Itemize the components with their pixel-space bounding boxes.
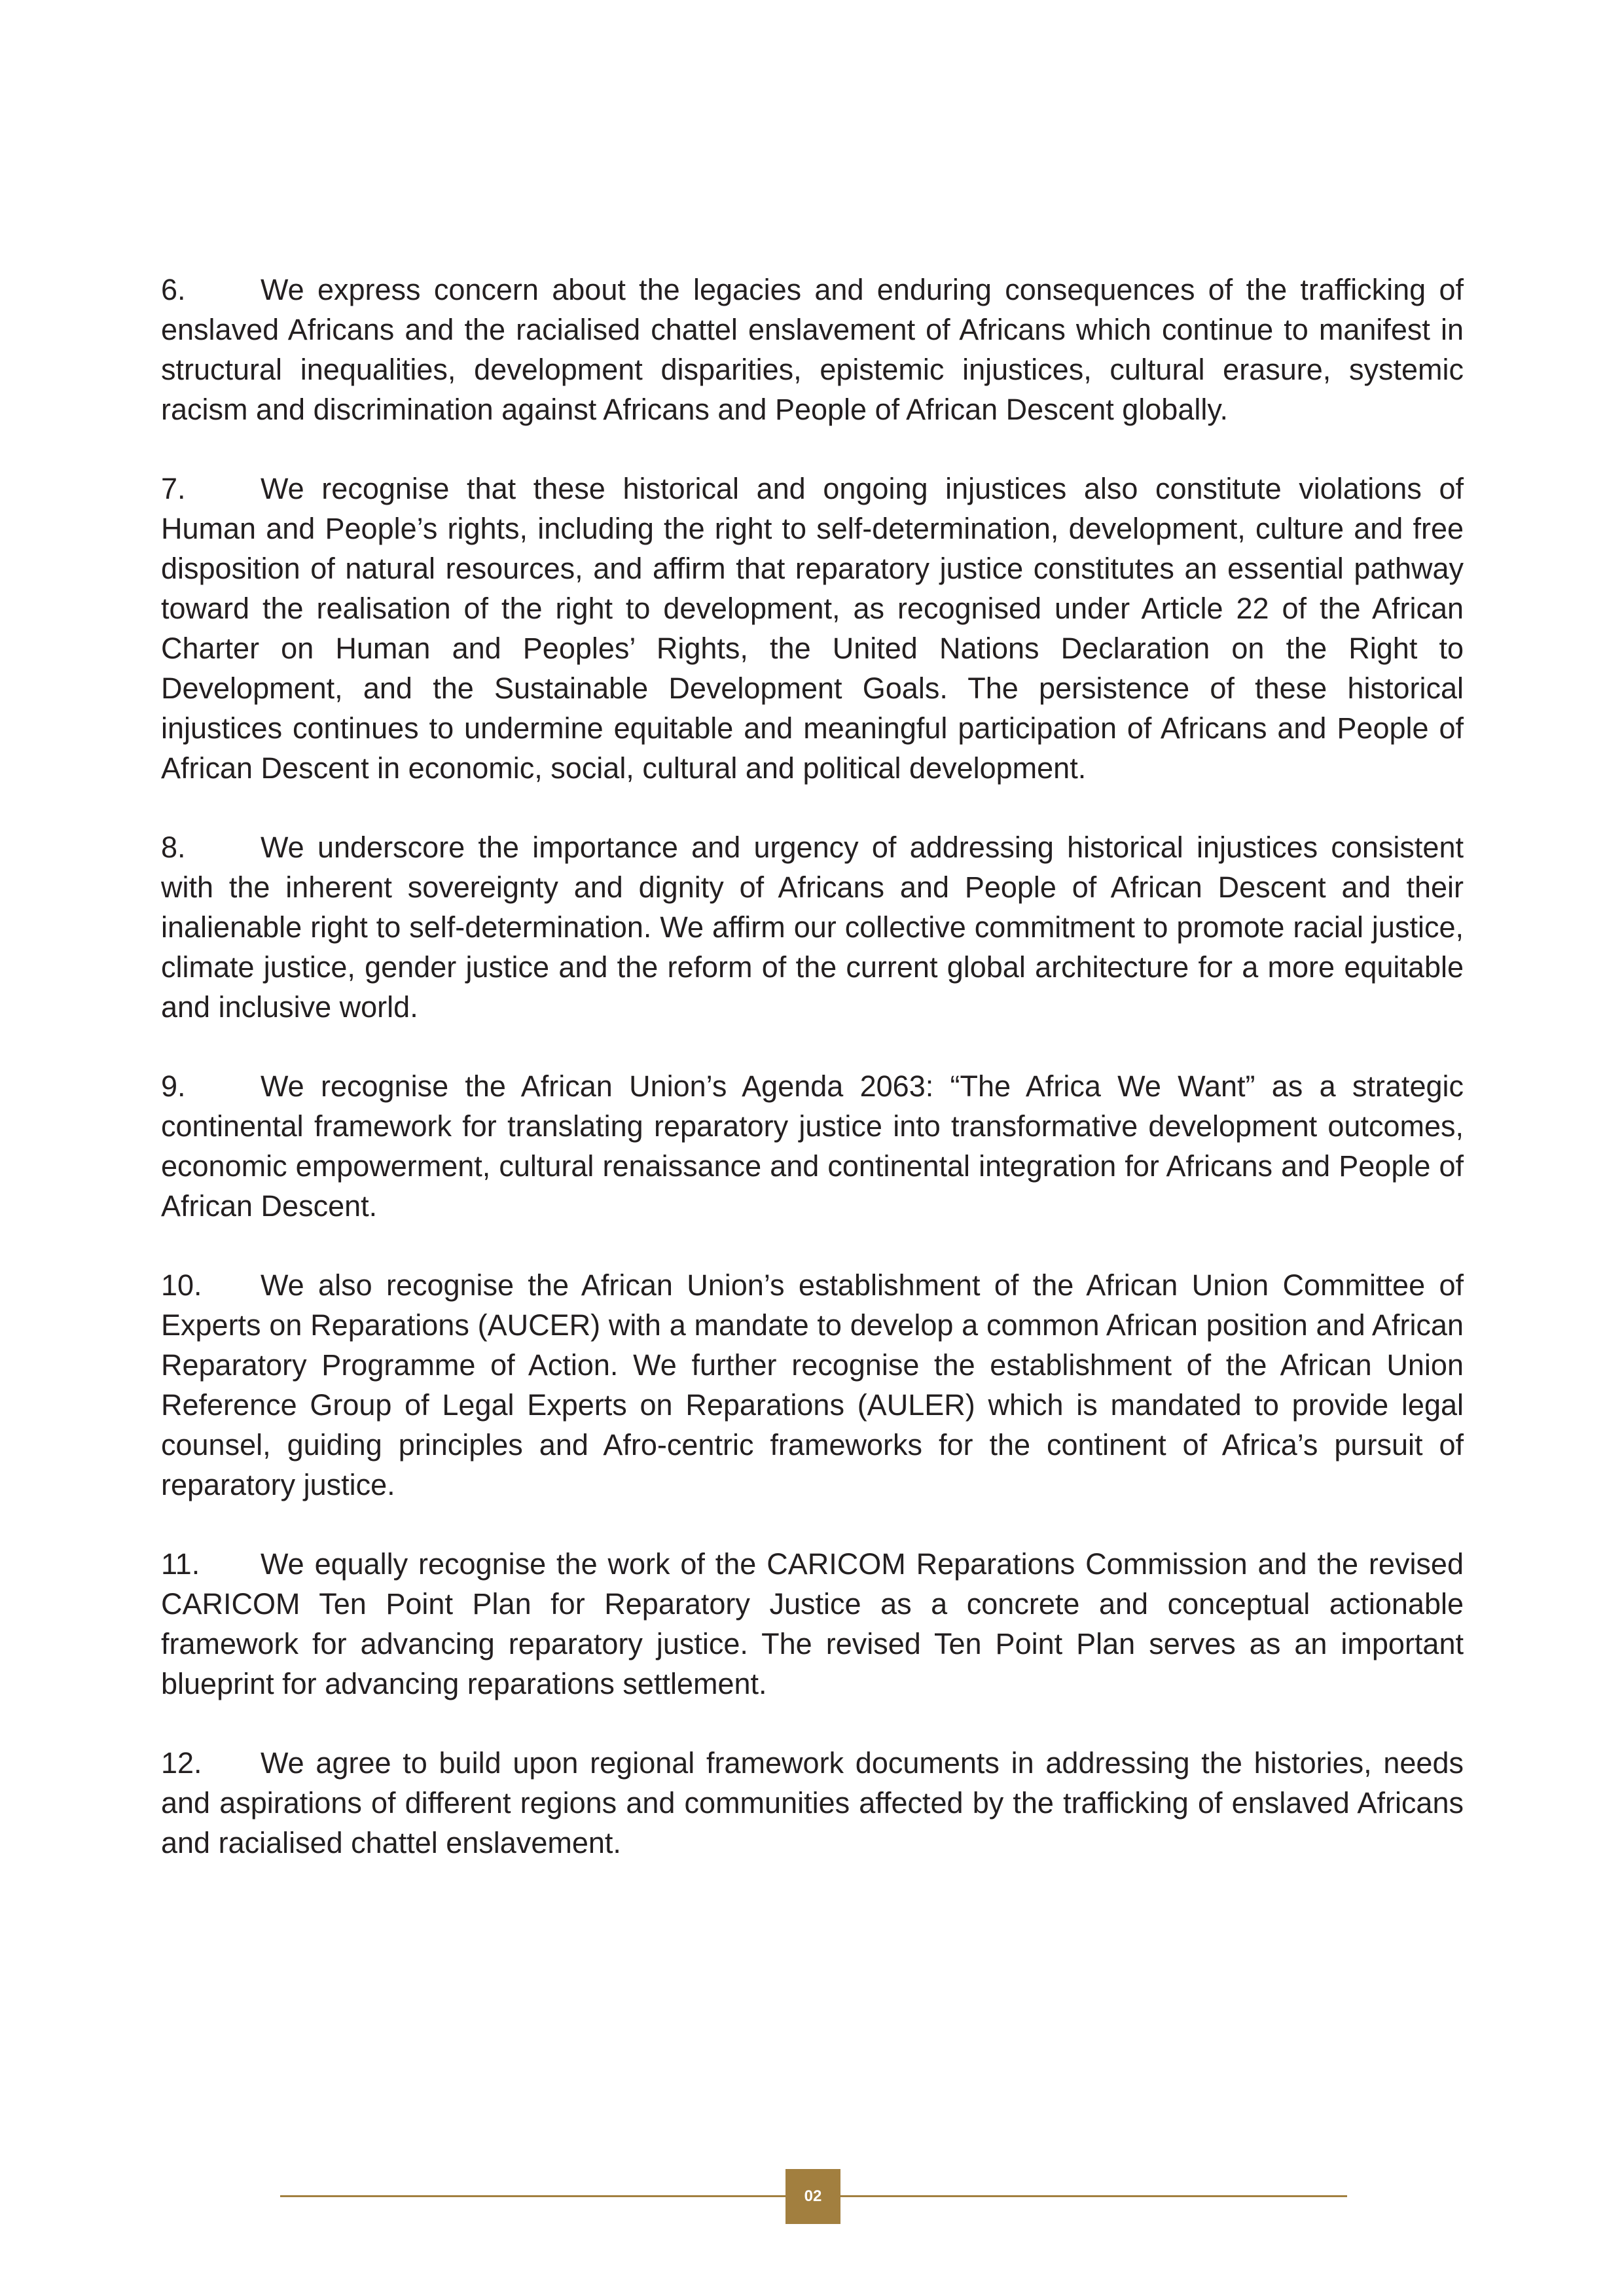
paragraph-number: 7. [161,472,186,505]
paragraph-text: We express concern about the legacies and enduring consequences of the trafficking of enslaved Africans and the racialised chattel enslavement of Africans which continue to manifest in structural inequalities, development disparities, epistemic injustices, cultural erasure, systemic racism and discrimination against Africans and People of African Descent globally. [161,273,1464,426]
paragraph-number: 9. [161,1069,186,1103]
paragraph-number: 12. [161,1746,202,1780]
paragraph-text: We underscore the importance and urgency of addressing historical injustices consistent with the inherent sovereignty and dignity of Africans and People of African Descent and their inalienable right to self-determination. We affirm our collective commitment to promote racial justice, climate justice, gender justice and the reform of the current global architecture for a more equitable and inclusive world. [161,831,1464,1024]
page-number: 02 [804,2187,822,2205]
paragraph-11 [161,1544,1464,1704]
footer-rule-left [280,2195,785,2197]
paragraph-text: We also recognise the African Union’s establishment of the African Union Committee of Experts on Reparations (AUCER) with a mandate to develop a common African position and African Reparatory Programme of Action. We further recognise the establishment of the African Union Reference Group of Legal Experts on Reparations (AULER) which is mandated to provide legal counsel, guiding principles and Afro-centric frameworks for the continent of Africa’s pursuit of reparatory justice. [161,1268,1464,1501]
paragraph-number: 11. [161,1547,200,1581]
paragraph-7 [161,469,1464,788]
paragraph-text: We agree to build upon regional framework documents in addressing the histories, needs and aspirations of different regions and communities affected by the trafficking of enslaved Africans and racialised chattel enslavement. [161,1746,1464,1859]
paragraph-text: We equally recognise the work of the CARICOM Reparations Commission and the revised CARICOM Ten Point Plan for Reparatory Justice as a concrete and conceptual actionable framework for advancing reparatory justice. The revised Ten Point Plan serves as an important blueprint for advancing reparations settlement. [161,1547,1464,1700]
paragraph-text: We recognise the African Union’s Agenda 2063: “The Africa We Want” as a strategic continental framework for translating reparatory justice into transformative development outcomes, economic empowerment, cultural renaissance and continental integration for Africans and People of African Descent. [161,1069,1464,1223]
paragraph-number: 6. [161,273,186,306]
paragraph-number: 10. [161,1268,202,1302]
page-footer [0,2166,1624,2225]
paragraph-6 [161,270,1464,429]
paragraph-9 [161,1066,1464,1226]
page-number-badge [785,2169,840,2224]
paragraph-10 [161,1265,1464,1505]
paragraph-8 [161,827,1464,1027]
paragraph-text: We recognise that these historical and ongoing injustices also constitute violations of Human and People’s rights, including the right to self-determination, development, culture and free disposition of natural resources, and affirm that reparatory justice constitutes an essential pathway toward the realisation of the right to development, as recognised under Article 22 of the African Charter on Human and Peoples’ Rights, the United Nations Declaration on the Right to Development, and the Sustainable Development Goals. The persistence of these historical injustices continues to undermine equitable and meaningful participation of Africans and People of African Descent in economic, social, cultural and political development. [161,472,1464,785]
document-body [161,270,1464,1902]
footer-rule-right [840,2195,1347,2197]
paragraph-number: 8. [161,831,186,864]
paragraph-12 [161,1743,1464,1863]
